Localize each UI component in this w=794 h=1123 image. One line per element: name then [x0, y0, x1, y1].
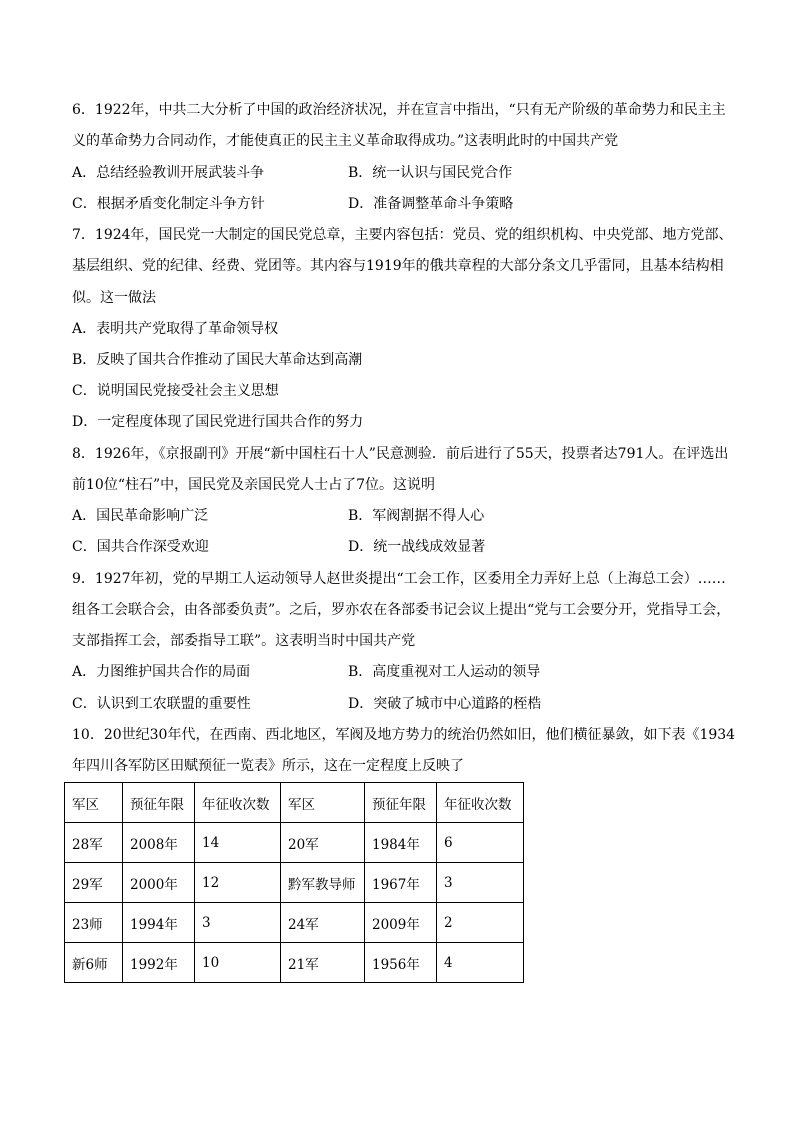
table-cell: 24军: [281, 903, 365, 943]
table-row: [65, 943, 524, 983]
table-cell: 4: [437, 943, 524, 983]
q10-stem-line-1: 10．20世纪30年代，在西南、西北地区，军阀及地方势力的统治仍然如旧，他们横征暴敛，如下表《1934: [72, 727, 736, 743]
q8-option-a: A．国民革命影响广泛: [72, 508, 209, 524]
q7-option-c: C．说明国民党接受社会主义思想: [72, 383, 279, 399]
table-cell: 2000年: [123, 863, 195, 903]
table-cell: 1956年: [365, 943, 437, 983]
q10-stem-line-2: 年四川各军防区田赋预征一览表》所示，这在一定程度上反映了: [72, 758, 464, 774]
q8-stem-line-1: 8．1926年，《京报副刊》开展“新中国柱石十人”民意测验．前后进行了55天，投票者达791人。在评选出: [72, 446, 729, 462]
q9-option-d: D．突破了城市中心道路的桎梏: [348, 696, 542, 712]
table-row: [65, 863, 524, 903]
table-header-cell: 军区: [281, 783, 365, 823]
table-cell: 28军: [65, 823, 123, 863]
table-cell: 21军: [281, 943, 365, 983]
q6-stem-line-2: 义的革命势力合同动作，才能使真正的民主主义革命取得成功。”这表明此时的中国共产党: [72, 133, 619, 149]
q9-stem-line-3: 支部指挥工会，部委指导工联”。这表明当时中国共产党: [72, 633, 416, 649]
table-cell: 黔军教导师: [281, 863, 365, 903]
table-cell: 29军: [65, 863, 123, 903]
table-cell: 1984年: [365, 823, 437, 863]
table-header-cell: 年征收次数: [195, 783, 281, 823]
table-header-cell: 预征年限: [365, 783, 437, 823]
table-row: [65, 823, 524, 863]
table-cell: 2008年: [123, 823, 195, 863]
q7-stem-line-3: 似。这一做法: [72, 290, 156, 306]
table-header-row: [65, 783, 524, 823]
q9-option-c: C．认识到工农联盟的重要性: [72, 696, 251, 712]
table-cell: 3: [195, 903, 281, 943]
q9-option-b: B．高度重视对工人运动的领导: [348, 664, 541, 680]
table-cell: 2: [437, 903, 524, 943]
q8-option-b: B．军阀割据不得人心: [348, 508, 485, 524]
q8-option-c: C．国共合作深受欢迎: [72, 539, 209, 555]
q9-stem-line-1: 9．1927年初，党的早期工人运动领导人赵世炎提出“工会工作，区委用全力弄好上总（上海总工会）……: [72, 571, 726, 587]
land-tax-table: [64, 782, 524, 983]
table-cell: 2009年: [365, 903, 437, 943]
table-header-cell: 预征年限: [123, 783, 195, 823]
table-cell: 12: [195, 863, 281, 903]
table-header-cell: 年征收次数: [437, 783, 524, 823]
q6-option-d: D．准备调整革命斗争策略: [348, 196, 514, 212]
q8-option-d: D．统一战线成效显著: [348, 539, 486, 555]
table-cell: 20军: [281, 823, 365, 863]
table-cell: 10: [195, 943, 281, 983]
table-cell: 1994年: [123, 903, 195, 943]
q6-option-b: B．统一认识与国民党合作: [348, 165, 513, 181]
q6-stem-line-1: 6．1922年，中共二大分析了中国的政治经济状况，并在宣言中指出，“只有无产阶级的革命势力和民主主: [72, 102, 726, 118]
table-row: [65, 903, 524, 943]
table-cell: 3: [437, 863, 524, 903]
table-cell: 14: [195, 823, 281, 863]
table-cell: 23师: [65, 903, 123, 943]
q7-option-b: B．反映了国共合作推动了国民大革命达到高潮: [72, 352, 363, 368]
q9-stem-line-2: 组各工会联合会，由各部委负责”。之后，罗亦农在各部委书记会议上提出“党与工会要分开，党指导工会，: [72, 602, 731, 618]
table-cell: 6: [437, 823, 524, 863]
q7-stem-line-2: 基层组织、党的纪律、经费、党团等。其内容与1919年的俄共章程的大部分条文几乎雷同，且基本结构相: [72, 258, 724, 274]
q7-option-a: A．表明共产党取得了革命领导权: [72, 321, 279, 337]
q9-option-a: A．力图维护国共合作的局面: [72, 664, 251, 680]
table-header-cell: 军区: [65, 783, 123, 823]
q6-option-c: C．根据矛盾变化制定斗争方针: [72, 196, 265, 212]
q6-option-a: A．总结经验教训开展武装斗争: [72, 165, 265, 181]
table-cell: 1967年: [365, 863, 437, 903]
table-cell: 新6师: [65, 943, 123, 983]
q7-option-d: D．一定程度体现了国民党进行国共合作的努力: [72, 414, 364, 430]
table-cell: 1992年: [123, 943, 195, 983]
q7-stem-line-1: 7．1924年，国民党一大制定的国民党总章，主要内容包括：党员、党的组织机构、中央党部、地方党部、: [72, 227, 733, 243]
q8-stem-line-2: 前10位“柱石”中，国民党及亲国民党人士占了7位。这说明: [72, 477, 436, 493]
